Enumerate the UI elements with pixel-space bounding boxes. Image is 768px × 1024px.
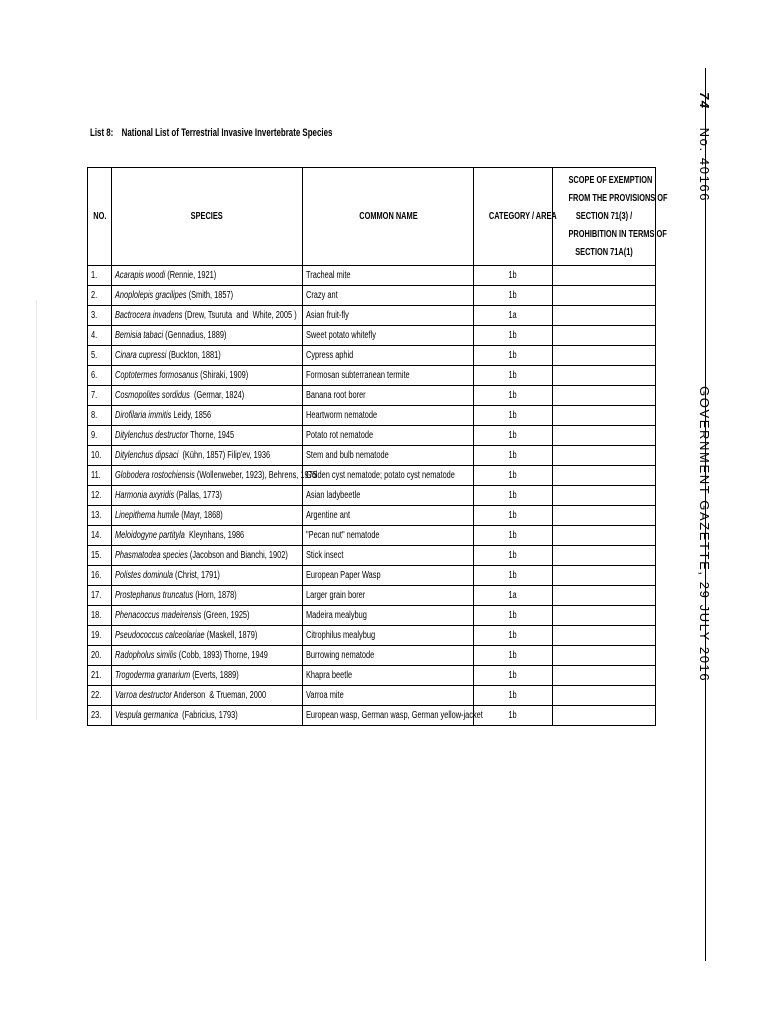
species-authority: (Christ, 1791) <box>172 570 220 581</box>
scientific-name: Trogoderma granarium <box>115 670 191 681</box>
category-area: 1b <box>474 286 553 306</box>
table-row <box>88 646 656 666</box>
row-number: 12. <box>88 486 112 506</box>
scope-of-exemption <box>553 526 656 546</box>
row-number: 1. <box>88 266 112 286</box>
scientific-name: Radopholus similis <box>115 650 177 661</box>
species-authority: (Fabricius, 1793) <box>178 710 238 721</box>
row-number: 7. <box>88 386 112 406</box>
row-number: 8. <box>88 406 112 426</box>
category-area: 1b <box>474 566 553 586</box>
species-name <box>112 406 303 426</box>
species-authority: (Gennadius, 1889) <box>163 330 227 341</box>
table-row <box>88 306 656 326</box>
scope-of-exemption <box>553 466 656 486</box>
common-name: Heartworm nematode <box>303 406 474 426</box>
species-name <box>112 266 303 286</box>
row-number: 17. <box>88 586 112 606</box>
scientific-name: Polistes dominula <box>115 570 173 581</box>
common-name: Khapra beetle <box>303 666 474 686</box>
row-number: 13. <box>88 506 112 526</box>
header-category-area: CATEGORY / AREA <box>474 168 553 266</box>
table-row <box>88 586 656 606</box>
scientific-name: Varroa destructor <box>115 690 172 701</box>
table-header-row <box>88 168 656 266</box>
scope-of-exemption <box>553 266 656 286</box>
running-header <box>697 92 712 682</box>
species-authority: (Smith, 1857) <box>186 290 234 301</box>
scope-of-exemption <box>553 446 656 466</box>
row-number: 11. <box>88 466 112 486</box>
species-name <box>112 706 303 726</box>
row-number: 5. <box>88 346 112 366</box>
category-area: 1a <box>474 306 553 326</box>
header-common-name: COMMON NAME <box>303 168 474 266</box>
species-name <box>112 606 303 626</box>
species-authority: (Buckton, 1881) <box>166 350 221 361</box>
publication-title: GOVERNMENT GAZETTE, 29 JULY 2016 <box>697 386 712 683</box>
header-no: NO. <box>88 168 112 266</box>
scope-of-exemption <box>553 606 656 626</box>
common-name: European wasp, German wasp, German yellow-jacket <box>303 706 474 726</box>
category-area: 1b <box>474 686 553 706</box>
species-name <box>112 546 303 566</box>
common-name: Crazy ant <box>303 286 474 306</box>
category-area: 1b <box>474 486 553 506</box>
table-row <box>88 286 656 306</box>
table-row <box>88 386 656 406</box>
common-name: Tracheal mite <box>303 266 474 286</box>
scientific-name: Acarapis woodi <box>115 270 166 281</box>
scientific-name: Cinara cupressi <box>115 350 167 361</box>
scientific-name: Harmonia axyridis <box>115 490 175 501</box>
scientific-name: Anoplolepis gracilipes <box>115 290 187 301</box>
species-authority: (Shiraki, 1909) <box>198 370 249 381</box>
table-row <box>88 366 656 386</box>
common-name: Varroa mite <box>303 686 474 706</box>
row-number: 18. <box>88 606 112 626</box>
table-body <box>88 266 656 726</box>
species-authority: (Wollenweber, 1923), Behrens, 1975 <box>194 470 317 481</box>
species-name <box>112 686 303 706</box>
scientific-name: Globodera rostochiensis <box>115 470 195 481</box>
invasive-species-table <box>87 167 668 726</box>
row-number: 14. <box>88 526 112 546</box>
row-number: 2. <box>88 286 112 306</box>
species-name <box>112 526 303 546</box>
species-name <box>112 646 303 666</box>
scope-of-exemption <box>553 346 656 366</box>
list-label: List 8: <box>90 127 114 139</box>
scope-of-exemption <box>553 566 656 586</box>
scientific-name: Cosmopolites sordidus <box>115 390 190 401</box>
row-number: 23. <box>88 706 112 726</box>
row-number: 10. <box>88 446 112 466</box>
scientific-name: Phenacoccus madeirensis <box>115 610 202 621</box>
species-name <box>112 626 303 646</box>
species-authority: Thorne, 1945 <box>188 430 235 441</box>
table-row <box>88 506 656 526</box>
row-number: 16. <box>88 566 112 586</box>
row-number: 15. <box>88 546 112 566</box>
species-name <box>112 586 303 606</box>
table-row <box>88 606 656 626</box>
species-name <box>112 466 317 486</box>
species-name <box>112 426 303 446</box>
species-authority: Anderson & Trueman, 2000 <box>171 690 267 701</box>
table-row <box>88 266 656 286</box>
scope-of-exemption <box>553 406 656 426</box>
species-authority: Leidy, 1856 <box>171 410 212 421</box>
species-name <box>112 326 303 346</box>
row-number: 20. <box>88 646 112 666</box>
scope-of-exemption <box>553 366 656 386</box>
category-area: 1b <box>474 446 553 466</box>
species-name <box>112 566 303 586</box>
scope-of-exemption <box>553 386 656 406</box>
category-area: 1b <box>474 266 553 286</box>
common-name: Madeira mealybug <box>303 606 474 626</box>
category-area: 1b <box>474 366 553 386</box>
category-area: 1b <box>474 526 553 546</box>
scientific-name: Pseudococcus calceolariae <box>115 630 205 641</box>
species-authority: (Kühn, 1857) Filip'ev, 1936 <box>178 450 271 461</box>
header-species: SPECIES <box>112 168 303 266</box>
species-authority: (Mayr, 1868) <box>179 510 223 521</box>
category-area: 1b <box>474 606 553 626</box>
table-row <box>88 426 656 446</box>
species-name <box>112 366 303 386</box>
scope-of-exemption <box>553 686 656 706</box>
species-authority: Kleynhans, 1986 <box>184 530 245 541</box>
common-name: Larger grain borer <box>303 586 474 606</box>
page-number: 74 <box>697 92 712 110</box>
species-authority: (Cobb, 1893) Thorne, 1949 <box>176 650 268 661</box>
species-authority: (Everts, 1889) <box>190 670 239 681</box>
species-authority: (Horn, 1878) <box>193 590 237 601</box>
table-row <box>88 566 656 586</box>
species-authority: (Jacobson and Bianchi, 1902) <box>187 550 288 561</box>
category-area: 1b <box>474 326 553 346</box>
list-title: National List of Terrestrial Invasive Invertebrate Species <box>121 127 333 139</box>
category-area: 1b <box>474 666 553 686</box>
common-name: Asian ladybeetle <box>303 486 474 506</box>
scope-of-exemption <box>553 586 656 606</box>
category-area: 1b <box>474 706 553 726</box>
header-scope-of-exemption: SCOPE OF EXEMPTION FROM THE PROVISIONS OF SECTION 71(3) / PROHIBITION IN TERMS OF SECTION 71A(1) <box>553 168 656 266</box>
table-row <box>88 326 656 346</box>
row-number: 4. <box>88 326 112 346</box>
scientific-name: Coptotermes formosanus <box>115 370 199 381</box>
common-name: Sweet potato whitefly <box>303 326 474 346</box>
species-name <box>112 666 303 686</box>
species-authority: (Pallas, 1773) <box>174 490 222 501</box>
table-row <box>88 526 656 546</box>
species-authority: (Germar, 1824) <box>189 390 245 401</box>
common-name: Argentine ant <box>303 506 474 526</box>
scientific-name: Phasmatodea species <box>115 550 188 561</box>
scope-of-exemption <box>553 546 656 566</box>
table-row <box>88 446 656 466</box>
table-row <box>88 346 656 366</box>
table-row <box>88 666 656 686</box>
scientific-name: Bemisia tabaci <box>115 330 164 341</box>
scientific-name: Ditylenchus dipsaci <box>115 450 179 461</box>
scope-of-exemption <box>553 626 656 646</box>
scope-of-exemption <box>553 286 656 306</box>
table-row <box>88 466 656 486</box>
species-name <box>112 446 303 466</box>
row-number: 6. <box>88 366 112 386</box>
common-name: Golden cyst nematode; potato cyst nematode <box>303 466 474 486</box>
issue-number: No. 40166 <box>697 127 712 203</box>
scientific-name: Vespula germanica <box>115 710 179 721</box>
species-authority: (Drew, Tsuruta and White, 2005 ) <box>182 310 297 321</box>
scope-of-exemption <box>553 326 656 346</box>
table-row <box>88 626 656 646</box>
common-name: Potato rot nematode <box>303 426 474 446</box>
row-number: 22. <box>88 686 112 706</box>
table-row <box>88 706 656 726</box>
scientific-name: Ditylenchus destructor <box>115 430 189 441</box>
scientific-name: Bactrocera invadens <box>115 310 183 321</box>
category-area: 1b <box>474 546 553 566</box>
species-name <box>112 486 303 506</box>
common-name: Burrowing nematode <box>303 646 474 666</box>
row-number: 3. <box>88 306 112 326</box>
scope-of-exemption <box>553 706 656 726</box>
scope-of-exemption <box>553 666 656 686</box>
common-name: "Pecan nut" nematode <box>303 526 474 546</box>
common-name: Stem and bulb nematode <box>303 446 474 466</box>
scope-of-exemption <box>553 506 656 526</box>
category-area: 1b <box>474 646 553 666</box>
scientific-name: Dirofilaria immitis <box>115 410 172 421</box>
common-name: Citrophilus mealybug <box>303 626 474 646</box>
common-name: Formosan subterranean termite <box>303 366 474 386</box>
row-number: 19. <box>88 626 112 646</box>
scientific-name: Meloidogyne partityla <box>115 530 185 541</box>
table-row <box>88 486 656 506</box>
common-name: Banana root borer <box>303 386 474 406</box>
scope-of-exemption <box>553 306 656 326</box>
species-name <box>112 506 303 526</box>
common-name: Asian fruit-fly <box>303 306 474 326</box>
category-area: 1a <box>474 586 553 606</box>
common-name: European Paper Wasp <box>303 566 474 586</box>
common-name: Stick insect <box>303 546 474 566</box>
category-area: 1b <box>474 346 553 366</box>
species-name <box>112 306 303 326</box>
species-name <box>112 286 303 306</box>
category-area: 1b <box>474 506 553 526</box>
scope-of-exemption <box>553 426 656 446</box>
scientific-name: Linepithema humile <box>115 510 180 521</box>
species-name <box>112 386 303 406</box>
scan-margin-mark <box>36 300 37 720</box>
scientific-name: Prostephanus truncatus <box>115 590 194 601</box>
category-area: 1b <box>474 626 553 646</box>
category-area: 1b <box>474 386 553 406</box>
table-row <box>88 406 656 426</box>
category-area: 1b <box>474 406 553 426</box>
species-authority: (Rennie, 1921) <box>165 270 217 281</box>
table-row <box>88 546 656 566</box>
common-name: Cypress aphid <box>303 346 474 366</box>
row-number: 9. <box>88 426 112 446</box>
table-row <box>88 686 656 706</box>
category-area: 1b <box>474 426 553 446</box>
species-authority: (Green, 1925) <box>201 610 250 621</box>
species-name <box>112 346 303 366</box>
category-area: 1b <box>474 466 553 486</box>
row-number: 21. <box>88 666 112 686</box>
list-heading <box>90 127 332 139</box>
scope-of-exemption <box>553 486 656 506</box>
scope-of-exemption <box>553 646 656 666</box>
species-authority: (Maskell, 1879) <box>204 630 258 641</box>
